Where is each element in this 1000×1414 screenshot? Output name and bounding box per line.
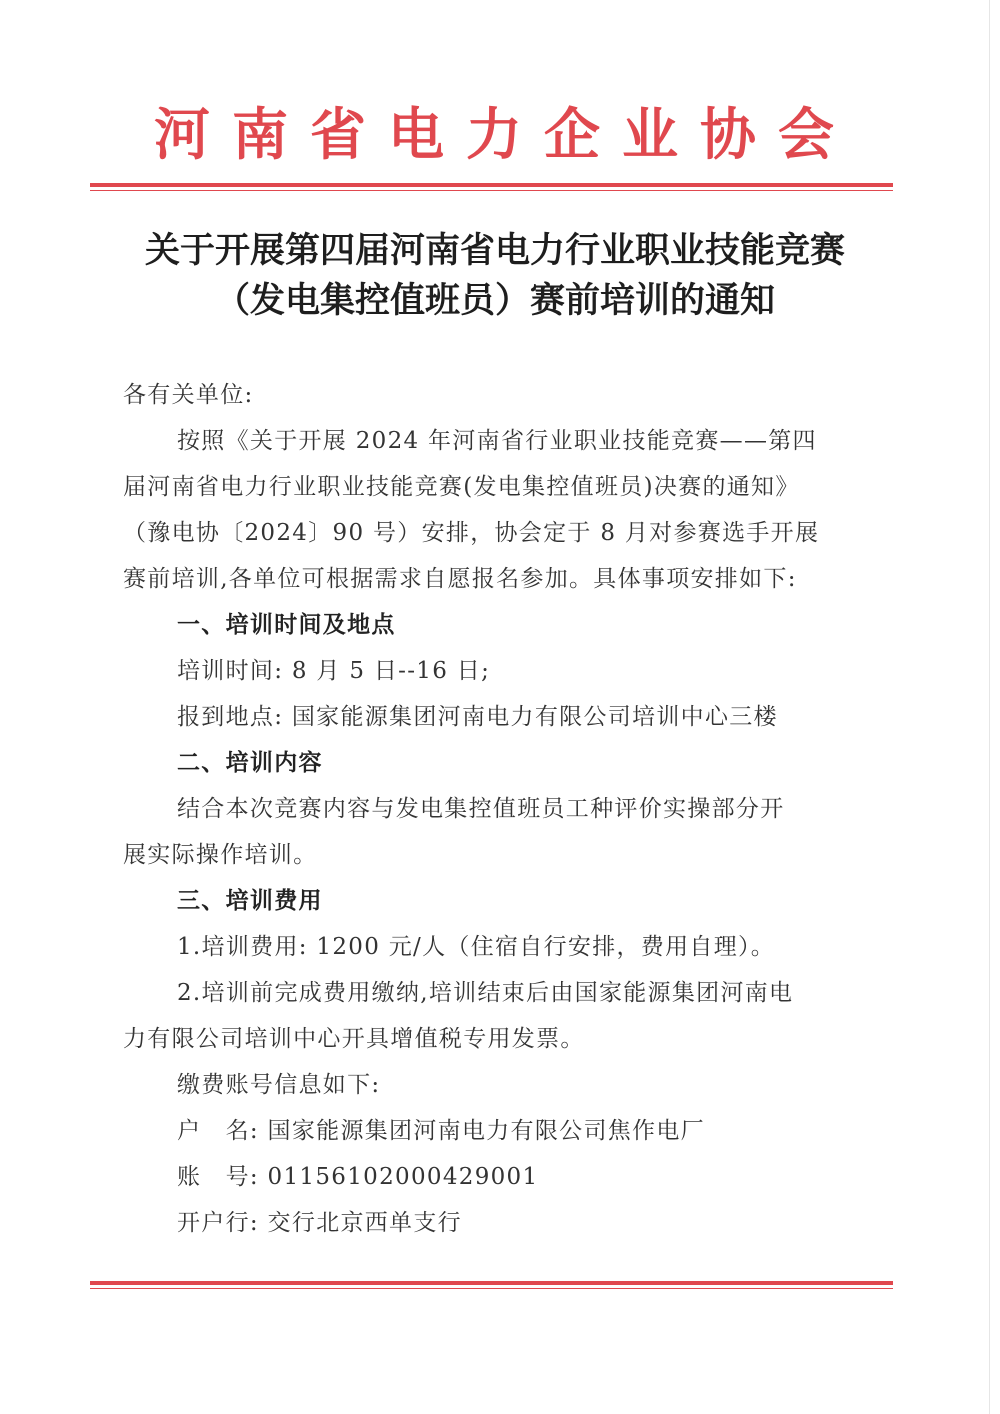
footer-red-rule — [90, 1281, 893, 1289]
salutation: 各有关单位: — [123, 382, 254, 408]
section1-heading: 一、培训时间及地点 — [177, 612, 396, 638]
letterhead-org-name: 河南省电力企业协会 — [154, 102, 856, 168]
intro-line-4: 赛前培训,各单位可根据需求自愿报名参加。具体事项安排如下: — [123, 566, 797, 592]
account-number: 账 号: 01156102000429001 — [177, 1164, 539, 1190]
document-title — [90, 226, 900, 326]
fee-item-2-line-2: 力有限公司培训中心开具增值税专用发票。 — [123, 1026, 585, 1052]
section3-heading: 三、培训费用 — [177, 888, 323, 914]
title-line-1: 关于开展第四届河南省电力行业职业技能竞赛 — [144, 230, 845, 271]
page-edge — [989, 0, 990, 1414]
fee-item-2-line-1: 2.培训前完成费用缴纳,培训结束后由国家能源集团河南电 — [177, 980, 794, 1006]
section2-heading: 二、培训内容 — [177, 750, 323, 776]
content-line-2: 展实际操作培训。 — [123, 842, 318, 868]
fee-item-1: 1.培训费用: 1200 元/人（住宿自行安排，费用自理）。 — [177, 934, 776, 960]
report-location: 报到地点: 国家能源集团河南电力有限公司培训中心三楼 — [177, 704, 778, 730]
bank-name: 开户行: 交行北京西单支行 — [177, 1210, 462, 1236]
content-line-1: 结合本次竞赛内容与发电集控值班员工种评价实操部分开 — [177, 796, 785, 822]
account-intro: 缴费账号信息如下: — [177, 1072, 381, 1098]
intro-line-1: 按照《关于开展 2024 年河南省行业职业技能竞赛——第四 — [177, 428, 817, 454]
account-name: 户 名: 国家能源集团河南电力有限公司焦作电厂 — [177, 1118, 705, 1144]
training-time: 培训时间: 8 月 5 日--16 日; — [177, 658, 491, 684]
document-body — [123, 372, 863, 1246]
title-line-2: （发电集控值班员）赛前培训的通知 — [214, 280, 775, 321]
letterhead-red-rule — [90, 183, 893, 191]
intro-line-3: （豫电协〔2024〕90 号）安排，协会定于 8 月对参赛选手开展 — [123, 520, 820, 546]
intro-line-2: 届河南省电力行业职业技能竞赛(发电集控值班员)决赛的通知》 — [123, 474, 800, 500]
